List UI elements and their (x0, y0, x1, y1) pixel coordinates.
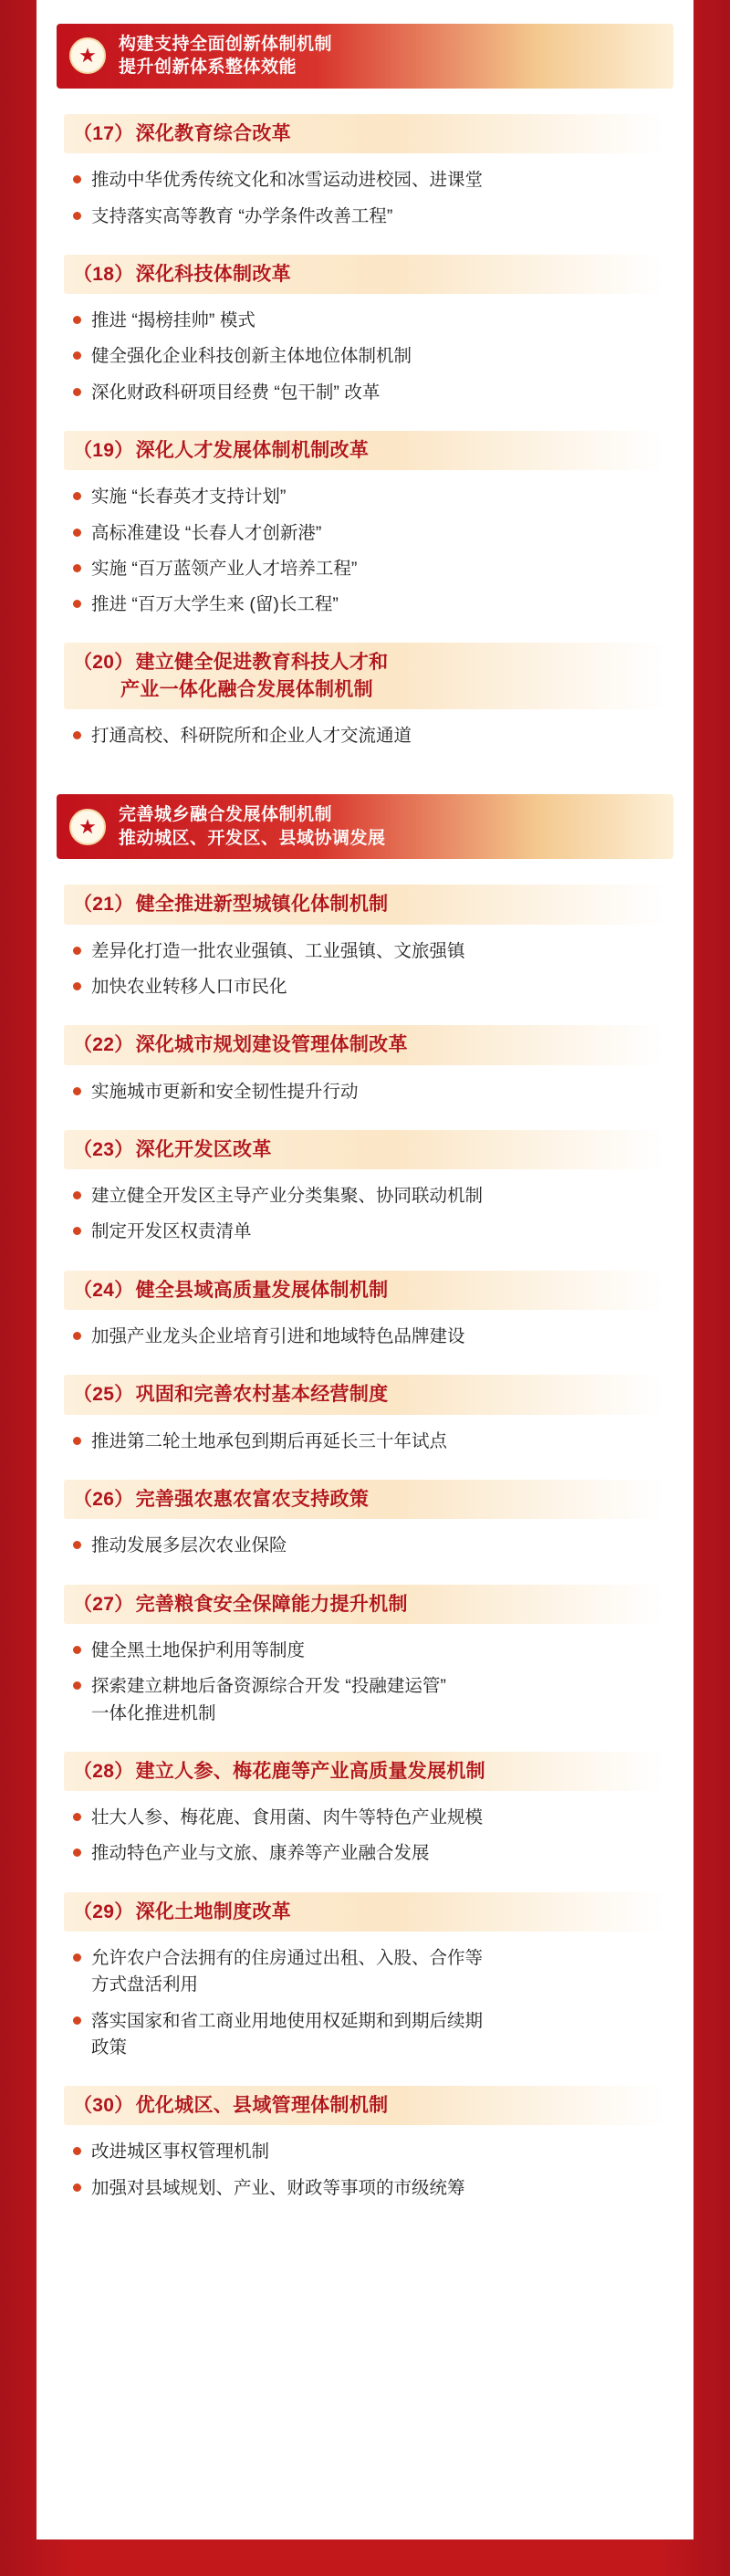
list-item: 推动发展多层次农业保险 (64, 1528, 666, 1564)
group-heading-25 (64, 1375, 666, 1414)
group-title-22: 深化城市规划建设管理体制改革 (135, 1034, 408, 1056)
group-heading-24 (64, 1271, 666, 1310)
group-number-28: （28） (73, 1760, 134, 1782)
list-item: 加强产业龙头企业培育引进和地域特色品牌建设 (64, 1319, 666, 1355)
group-number-22: （22） (73, 1034, 134, 1056)
group-title-18: 深化科技体制改革 (135, 263, 291, 285)
group-items-30 (64, 2134, 666, 2206)
banner-line-2: 提升创新体系整体效能 (119, 58, 297, 78)
group-items-22 (64, 1074, 666, 1110)
group-items-25 (64, 1424, 666, 1460)
group-title-24: 健全县域高质量发展体制机制 (135, 1279, 389, 1301)
group-items-19 (64, 479, 666, 623)
group-number-23: （23） (73, 1138, 134, 1160)
group-number-27: （27） (73, 1593, 134, 1615)
group-title-29: 深化土地制度改革 (135, 1901, 291, 1922)
list-item: 实施城市更新和安全韧性提升行动 (64, 1074, 666, 1110)
list-item: 支持落实高等教育 “办学条件改善工程” (64, 199, 666, 235)
group-number-25: （25） (73, 1384, 134, 1406)
content-sheet (36, 0, 694, 2539)
group-number-20: （20） (73, 652, 134, 674)
section-banner-text-1 (119, 33, 332, 79)
group-number-19: （19） (73, 439, 134, 461)
section-banner-2 (57, 794, 673, 859)
list-item: 推进第二轮土地承包到期后再延长三十年试点 (64, 1424, 666, 1460)
group-heading-21 (64, 885, 666, 924)
list-item: 深化财政科研项目经费 “包干制” 改革 (64, 375, 666, 411)
list-item: 高标准建设 “长春人才创新港” (64, 516, 666, 551)
list-item: 推动特色产业与文旅、康养等产业融合发展 (64, 1836, 666, 1871)
group-title-27: 完善粮食安全保障能力提升机制 (135, 1593, 408, 1615)
group-items-23 (64, 1178, 666, 1251)
list-item: 推动中华优秀传统文化和冰雪运动进校园、进课堂 (64, 162, 666, 198)
banner-line-1: 构建支持全面创新体制机制 (119, 35, 333, 54)
group-number-30: （30） (73, 2095, 134, 2117)
list-item: 壮大人参、梅花鹿、食用菌、肉牛等特色产业规模 (64, 1800, 666, 1836)
group-heading-22 (64, 1025, 666, 1064)
list-item: 加强对县域规划、产业、财政等事项的市级统筹 (64, 2171, 666, 2206)
group-heading-18 (64, 255, 666, 294)
group-items-29 (64, 1941, 666, 2066)
list-item: 健全强化企业科技创新主体地位体制机制 (64, 339, 666, 374)
list-item: 制定开发区权责清单 (64, 1214, 666, 1250)
section-banner-text-2 (119, 803, 386, 850)
banner-line-1: 完善城乡融合发展体制机制 (119, 805, 333, 825)
group-items-20 (64, 718, 666, 754)
list-item: 差异化打造一批农业强镇、工业强镇、文旅强镇 (64, 934, 666, 969)
list-item: 改进城区事权管理机制 (64, 2134, 666, 2170)
list-item: 实施 “百万蓝领产业人才培养工程” (64, 551, 666, 587)
group-heading-23 (64, 1130, 666, 1169)
group-heading-28 (64, 1752, 666, 1791)
section-body-1 (36, 114, 694, 754)
banner-line-2: 推动城区、开发区、县域协调发展 (119, 828, 386, 848)
group-title-20-line2: 产业一体化融合发展体制机制 (120, 678, 373, 700)
group-heading-26 (64, 1480, 666, 1519)
list-item: 打通高校、科研院所和企业人才交流通道 (64, 718, 666, 754)
group-heading-30 (64, 2086, 666, 2125)
group-title-20: 建立健全促进教育科技人才和 (135, 652, 389, 674)
group-heading-19 (64, 431, 666, 470)
list-item: 允许农户合法拥有的住房通过出租、入股、合作等 方式盘活利用 (64, 1941, 666, 2004)
section-banner-wrap-1 (36, 0, 694, 94)
group-title-21: 健全推进新型城镇化体制机制 (135, 894, 389, 916)
group-title-19: 深化人才发展体制机制改革 (135, 439, 370, 461)
group-heading-27 (64, 1585, 666, 1624)
group-title-28: 建立人参、梅花鹿等产业高质量发展机制 (135, 1760, 485, 1782)
star-icon: ★ (69, 37, 106, 74)
list-item: 落实国家和省工商业用地使用权延期和到期后续期 政策 (64, 2004, 666, 2067)
list-item: 探索建立耕地后备资源综合开发 “投融建运管” 一体化推进机制 (64, 1669, 666, 1732)
group-items-21 (64, 934, 666, 1006)
list-item: 建立健全开发区主导产业分类集聚、协同联动机制 (64, 1178, 666, 1214)
group-title-26: 完善强农惠农富农支持政策 (135, 1488, 370, 1510)
group-number-18: （18） (73, 263, 134, 285)
group-heading-20 (64, 643, 666, 709)
group-items-17 (64, 162, 666, 235)
group-items-27 (64, 1633, 666, 1732)
list-item: 加快农业转移人口市民化 (64, 969, 666, 1005)
group-title-30: 优化城区、县域管理体制机制 (135, 2095, 389, 2117)
group-number-24: （24） (73, 1279, 134, 1301)
group-title-25: 巩固和完善农村基本经营制度 (135, 1384, 389, 1406)
group-number-21: （21） (73, 894, 134, 916)
group-number-17: （17） (73, 122, 134, 144)
group-number-29: （29） (73, 1901, 134, 1922)
list-item: 健全黑土地保护利用等制度 (64, 1633, 666, 1669)
group-title-23: 深化开发区改革 (135, 1138, 272, 1160)
group-heading-29 (64, 1892, 666, 1932)
section-banner-wrap-2 (36, 758, 694, 864)
section-banner-1 (57, 24, 673, 89)
group-items-28 (64, 1800, 666, 1872)
group-items-26 (64, 1528, 666, 1564)
section-body-2 (36, 885, 694, 2206)
star-icon: ★ (69, 809, 106, 845)
list-item: 实施 “长春英才支持计划” (64, 479, 666, 515)
group-number-26: （26） (73, 1488, 134, 1510)
group-items-18 (64, 303, 666, 411)
group-title-17: 深化教育综合改革 (135, 122, 291, 144)
list-item: 推进 “揭榜挂帅” 模式 (64, 303, 666, 339)
list-item: 推进 “百万大学生来 (留)长工程” (64, 587, 666, 623)
group-heading-17 (64, 114, 666, 153)
group-items-24 (64, 1319, 666, 1355)
